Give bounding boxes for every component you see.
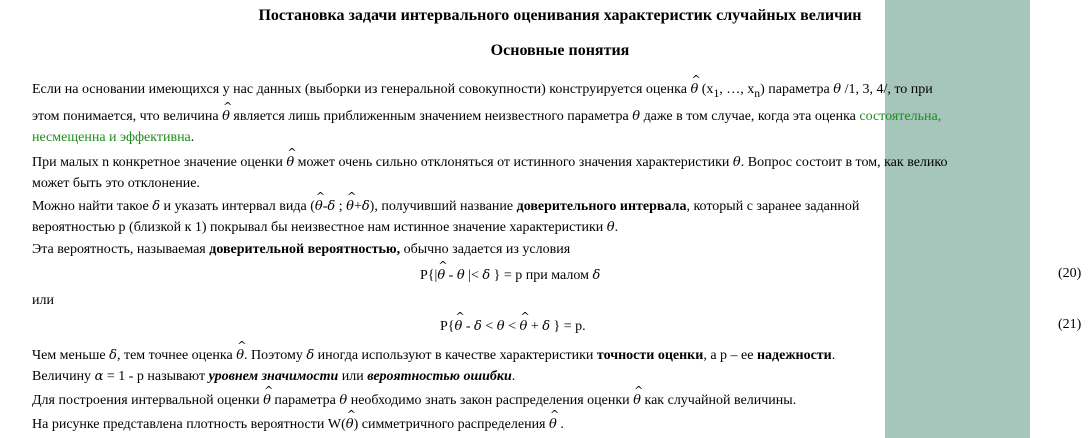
equation-number-21: (21) (1058, 317, 1082, 332)
delta-symbol: δ (542, 319, 551, 334)
theta-hat-symbol: ^ θ (286, 152, 294, 172)
delta-symbol: δ (592, 268, 601, 283)
term-confidence-probability: доверительной вероятностью, (209, 242, 401, 257)
equation-20: P{|^ θ - θ |< δ } = р при малом δ (420, 265, 600, 285)
term-error-probability: вероятностью ошибки (367, 369, 512, 384)
paragraph-2-line-1: При малых n конкретное значение оценки ^ θ может очень сильно отклоняться от истинного значения характеристики θ. Вопрос состоит в том, как велико (32, 152, 948, 172)
paragraph-2-line-2: может быть это отклонение. (32, 176, 200, 191)
theta-hat-symbol: ^ θ (315, 196, 323, 216)
theta-hat-symbol: ^ θ (346, 196, 354, 216)
paragraph-4: Эта вероятность, называемая доверительной вероятностью, обычно задается из условия (32, 242, 571, 257)
background-color-band (885, 0, 1030, 438)
theta-hat-symbol: ^ θ (690, 79, 698, 99)
delta-symbol: δ (152, 199, 161, 214)
delta-symbol: δ (109, 348, 117, 363)
paragraph-7: Для построения интервальной оценки ^ θ параметра θ необходимо знать закон распределения оценки ^ θ как случайной величины. (32, 390, 796, 410)
or-text: или (32, 293, 54, 308)
paragraph-3-line-2: вероятностью р (близкой к 1) покрывал бы неизвестное нам истинное значение характеристики θ. (32, 220, 619, 235)
theta-symbol: θ (732, 155, 741, 170)
paragraph-3-line-1: Можно найти такое δ и указать интервал вида (^ θ-δ ; ^ θ+δ), получивший название доверительного интервала, который с заранее заданной (32, 196, 859, 216)
delta-symbol: δ (306, 348, 315, 363)
theta-symbol: θ (606, 220, 615, 235)
delta-symbol: δ (327, 199, 336, 214)
theta-hat-symbol: ^ θ (633, 390, 641, 410)
delta-symbol: δ (361, 199, 370, 214)
paragraph-1-line-3: несмещенна и эффективна. (32, 130, 195, 145)
page-title: Постановка задачи интервального оценивания характеристик случайных величин (258, 7, 862, 24)
theta-hat-symbol: ^ θ (519, 316, 527, 336)
theta-symbol: θ (632, 109, 641, 124)
term-confidence-interval: доверительного интервала (516, 199, 687, 214)
alpha-symbol: α (94, 369, 104, 384)
theta-hat-symbol: ^ θ (455, 316, 463, 336)
theta-symbol: θ (339, 393, 348, 408)
theta-symbol: θ (833, 82, 842, 97)
theta-hat-symbol: ^ θ (346, 414, 354, 434)
paragraph-1-line-2: этом понимается, что величина ^ θ является лишь приближенным значением неизвестного параметра θ даже в том случае, когда эта оценка состоятельна, (32, 106, 941, 126)
highlighted-term: несмещенна и эффективна (32, 130, 191, 145)
theta-hat-symbol: ^ θ (549, 414, 557, 434)
delta-symbol: δ (482, 268, 491, 283)
equation-21: P{^ θ - δ < θ < ^ θ + δ } = р. (440, 316, 586, 336)
theta-symbol: θ (456, 268, 465, 283)
term-reliability: надежности (756, 348, 832, 363)
reference-list: /1, 3, 4/, то при (844, 82, 933, 97)
paragraph-6: Величину α = 1 - р называют уровнем значимости или вероятностью ошибки. (32, 369, 516, 384)
paragraph-5: Чем меньше δ, тем точнее оценка ^ θ. Поэтому δ иногда используют в качестве характеристики точности оценки, а р – ее надежности. (32, 345, 835, 365)
paragraph-1-line-1: Если на основании имеющихся у нас данных (выборки из генеральной совокупности) конструируется оценка ^ θ ($x_1$, …, $x_n$) параметра θ /1, 3, 4/, то при (32, 79, 933, 103)
term-significance-level: уровнем значимости (208, 369, 339, 384)
theta-hat-symbol: ^ θ (437, 265, 445, 285)
theta-hat-symbol: ^ θ (263, 390, 271, 410)
section-title: Основные понятия (490, 42, 630, 59)
equation-number-20: (20) (1058, 266, 1082, 281)
theta-symbol: θ (496, 319, 505, 334)
theta-hat-symbol: ^ θ (236, 345, 244, 365)
theta-hat-symbol: ^ θ (222, 106, 230, 126)
paragraph-8: На рисунке представлена плотность вероятности W(^ θ) симметричного распределения ^ θ . (32, 414, 564, 434)
delta-symbol: δ (474, 319, 482, 334)
term-estimate-accuracy: точности оценки (596, 348, 704, 363)
highlighted-term: состоятельна, (859, 109, 942, 124)
